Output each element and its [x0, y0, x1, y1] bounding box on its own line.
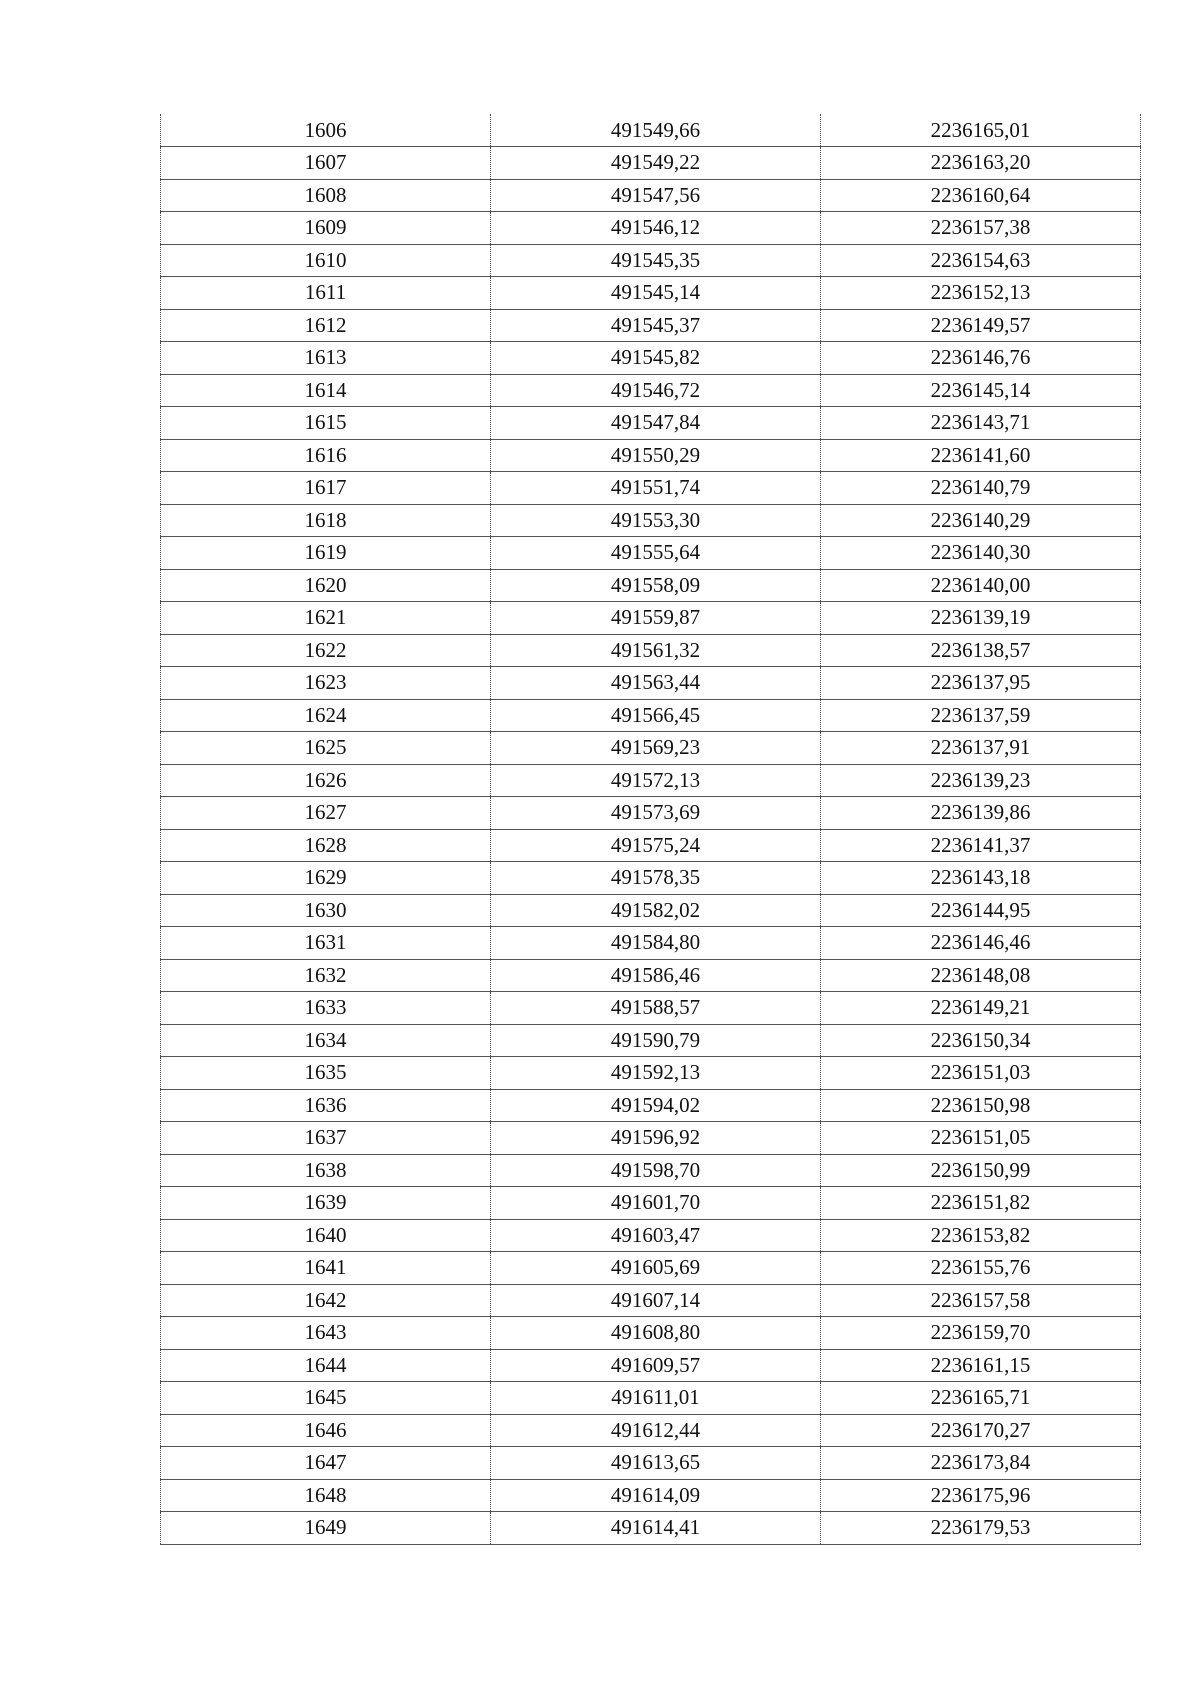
y-coordinate-cell: 2236155,76	[821, 1252, 1141, 1285]
point-number-cell: 1628	[161, 829, 491, 862]
x-coordinate-cell: 491547,84	[491, 407, 821, 440]
point-number-cell: 1629	[161, 862, 491, 895]
y-coordinate-cell: 2236137,91	[821, 732, 1141, 765]
point-number-cell: 1620	[161, 569, 491, 602]
x-coordinate-cell: 491612,44	[491, 1414, 821, 1447]
y-coordinate-cell: 2236157,58	[821, 1284, 1141, 1317]
x-coordinate-cell: 491553,30	[491, 504, 821, 537]
point-number-cell: 1641	[161, 1252, 491, 1285]
y-coordinate-cell: 2236152,13	[821, 277, 1141, 310]
point-number-cell: 1635	[161, 1057, 491, 1090]
point-number-cell: 1621	[161, 602, 491, 635]
point-number-cell: 1619	[161, 537, 491, 570]
y-coordinate-cell: 2236159,70	[821, 1317, 1141, 1350]
point-number-cell: 1615	[161, 407, 491, 440]
table-row	[161, 1317, 1141, 1350]
x-coordinate-cell: 491614,41	[491, 1512, 821, 1545]
table-row	[161, 439, 1141, 472]
y-coordinate-cell: 2236153,82	[821, 1219, 1141, 1252]
y-coordinate-cell: 2236161,15	[821, 1349, 1141, 1382]
y-coordinate-cell: 2236144,95	[821, 894, 1141, 927]
table-row	[161, 1349, 1141, 1382]
table-row	[161, 179, 1141, 212]
table-row	[161, 1252, 1141, 1285]
y-coordinate-cell: 2236150,99	[821, 1154, 1141, 1187]
table-row	[161, 244, 1141, 277]
table-row	[161, 147, 1141, 180]
y-coordinate-cell: 2236157,38	[821, 212, 1141, 245]
x-coordinate-cell: 491547,56	[491, 179, 821, 212]
x-coordinate-cell: 491572,13	[491, 764, 821, 797]
x-coordinate-cell: 491559,87	[491, 602, 821, 635]
point-number-cell: 1609	[161, 212, 491, 245]
y-coordinate-cell: 2236149,21	[821, 992, 1141, 1025]
table-row	[161, 407, 1141, 440]
x-coordinate-cell: 491569,23	[491, 732, 821, 765]
y-coordinate-cell: 2236160,64	[821, 179, 1141, 212]
y-coordinate-cell: 2236140,00	[821, 569, 1141, 602]
table-row	[161, 829, 1141, 862]
point-number-cell: 1643	[161, 1317, 491, 1350]
y-coordinate-cell: 2236150,98	[821, 1089, 1141, 1122]
y-coordinate-cell: 2236175,96	[821, 1479, 1141, 1512]
point-number-cell: 1644	[161, 1349, 491, 1382]
point-number-cell: 1649	[161, 1512, 491, 1545]
y-coordinate-cell: 2236150,34	[821, 1024, 1141, 1057]
point-number-cell: 1645	[161, 1382, 491, 1415]
y-coordinate-cell: 2236151,03	[821, 1057, 1141, 1090]
x-coordinate-cell: 491592,13	[491, 1057, 821, 1090]
point-number-cell: 1614	[161, 374, 491, 407]
y-coordinate-cell: 2236146,46	[821, 927, 1141, 960]
x-coordinate-cell: 491573,69	[491, 797, 821, 830]
point-number-cell: 1633	[161, 992, 491, 1025]
y-coordinate-cell: 2236143,71	[821, 407, 1141, 440]
x-coordinate-cell: 491563,44	[491, 667, 821, 700]
point-number-cell: 1634	[161, 1024, 491, 1057]
x-coordinate-cell: 491549,66	[491, 114, 821, 147]
y-coordinate-cell: 2236138,57	[821, 634, 1141, 667]
y-coordinate-cell: 2236143,18	[821, 862, 1141, 895]
x-coordinate-cell: 491545,37	[491, 309, 821, 342]
y-coordinate-cell: 2236163,20	[821, 147, 1141, 180]
table-row	[161, 114, 1141, 147]
point-number-cell: 1607	[161, 147, 491, 180]
x-coordinate-cell: 491586,46	[491, 959, 821, 992]
table-row	[161, 732, 1141, 765]
y-coordinate-cell: 2236141,60	[821, 439, 1141, 472]
x-coordinate-cell: 491609,57	[491, 1349, 821, 1382]
y-coordinate-cell: 2236170,27	[821, 1414, 1141, 1447]
table-row	[161, 472, 1141, 505]
table-row	[161, 1187, 1141, 1220]
x-coordinate-cell: 491549,22	[491, 147, 821, 180]
point-number-cell: 1617	[161, 472, 491, 505]
y-coordinate-cell: 2236151,82	[821, 1187, 1141, 1220]
point-number-cell: 1606	[161, 114, 491, 147]
table-row	[161, 1057, 1141, 1090]
point-number-cell: 1647	[161, 1447, 491, 1480]
x-coordinate-cell: 491584,80	[491, 927, 821, 960]
y-coordinate-cell: 2236141,37	[821, 829, 1141, 862]
point-number-cell: 1648	[161, 1479, 491, 1512]
table-row	[161, 1089, 1141, 1122]
x-coordinate-cell: 491555,64	[491, 537, 821, 570]
table-row	[161, 634, 1141, 667]
point-number-cell: 1632	[161, 959, 491, 992]
table-row	[161, 277, 1141, 310]
y-coordinate-cell: 2236139,86	[821, 797, 1141, 830]
point-number-cell: 1627	[161, 797, 491, 830]
x-coordinate-cell: 491551,74	[491, 472, 821, 505]
table-row	[161, 1024, 1141, 1057]
point-number-cell: 1640	[161, 1219, 491, 1252]
table-row	[161, 1447, 1141, 1480]
point-number-cell: 1646	[161, 1414, 491, 1447]
point-number-cell: 1618	[161, 504, 491, 537]
table-row	[161, 1479, 1141, 1512]
x-coordinate-cell: 491607,14	[491, 1284, 821, 1317]
point-number-cell: 1624	[161, 699, 491, 732]
y-coordinate-cell: 2236165,71	[821, 1382, 1141, 1415]
point-number-cell: 1622	[161, 634, 491, 667]
y-coordinate-cell: 2236137,95	[821, 667, 1141, 700]
x-coordinate-cell: 491611,01	[491, 1382, 821, 1415]
x-coordinate-cell: 491566,45	[491, 699, 821, 732]
table-row	[161, 1284, 1141, 1317]
x-coordinate-cell: 491594,02	[491, 1089, 821, 1122]
table-row	[161, 862, 1141, 895]
x-coordinate-cell: 491546,72	[491, 374, 821, 407]
y-coordinate-cell: 2236151,05	[821, 1122, 1141, 1155]
table-row	[161, 504, 1141, 537]
table-row	[161, 699, 1141, 732]
x-coordinate-cell: 491550,29	[491, 439, 821, 472]
x-coordinate-cell: 491582,02	[491, 894, 821, 927]
x-coordinate-cell: 491613,65	[491, 1447, 821, 1480]
table-row	[161, 212, 1141, 245]
x-coordinate-cell: 491546,12	[491, 212, 821, 245]
point-number-cell: 1631	[161, 927, 491, 960]
point-number-cell: 1630	[161, 894, 491, 927]
y-coordinate-cell: 2236146,76	[821, 342, 1141, 375]
y-coordinate-cell: 2236149,57	[821, 309, 1141, 342]
coordinates-table-body	[161, 114, 1141, 1544]
y-coordinate-cell: 2236140,30	[821, 537, 1141, 570]
y-coordinate-cell: 2236145,14	[821, 374, 1141, 407]
point-number-cell: 1626	[161, 764, 491, 797]
table-row	[161, 1122, 1141, 1155]
y-coordinate-cell: 2236140,29	[821, 504, 1141, 537]
point-number-cell: 1610	[161, 244, 491, 277]
x-coordinate-cell: 491598,70	[491, 1154, 821, 1187]
y-coordinate-cell: 2236137,59	[821, 699, 1141, 732]
y-coordinate-cell: 2236140,79	[821, 472, 1141, 505]
table-row	[161, 602, 1141, 635]
point-number-cell: 1639	[161, 1187, 491, 1220]
table-row	[161, 1382, 1141, 1415]
table-row	[161, 309, 1141, 342]
point-number-cell: 1616	[161, 439, 491, 472]
x-coordinate-cell: 491545,82	[491, 342, 821, 375]
point-number-cell: 1636	[161, 1089, 491, 1122]
y-coordinate-cell: 2236165,01	[821, 114, 1141, 147]
x-coordinate-cell: 491575,24	[491, 829, 821, 862]
x-coordinate-cell: 491605,69	[491, 1252, 821, 1285]
x-coordinate-cell: 491545,14	[491, 277, 821, 310]
table-row	[161, 1219, 1141, 1252]
x-coordinate-cell: 491590,79	[491, 1024, 821, 1057]
table-row	[161, 342, 1141, 375]
table-row	[161, 959, 1141, 992]
point-number-cell: 1623	[161, 667, 491, 700]
table-row	[161, 992, 1141, 1025]
point-number-cell: 1613	[161, 342, 491, 375]
table-row	[161, 537, 1141, 570]
x-coordinate-cell: 491601,70	[491, 1187, 821, 1220]
y-coordinate-cell: 2236148,08	[821, 959, 1141, 992]
point-number-cell: 1625	[161, 732, 491, 765]
table-row	[161, 569, 1141, 602]
table-row	[161, 797, 1141, 830]
point-number-cell: 1642	[161, 1284, 491, 1317]
x-coordinate-cell: 491545,35	[491, 244, 821, 277]
y-coordinate-cell: 2236173,84	[821, 1447, 1141, 1480]
y-coordinate-cell: 2236179,53	[821, 1512, 1141, 1545]
table-row	[161, 667, 1141, 700]
x-coordinate-cell: 491614,09	[491, 1479, 821, 1512]
x-coordinate-cell: 491603,47	[491, 1219, 821, 1252]
y-coordinate-cell: 2236139,19	[821, 602, 1141, 635]
table-row	[161, 1512, 1141, 1545]
table-row	[161, 927, 1141, 960]
point-number-cell: 1611	[161, 277, 491, 310]
point-number-cell: 1612	[161, 309, 491, 342]
y-coordinate-cell: 2236154,63	[821, 244, 1141, 277]
x-coordinate-cell: 491608,80	[491, 1317, 821, 1350]
y-coordinate-cell: 2236139,23	[821, 764, 1141, 797]
table-row	[161, 1154, 1141, 1187]
x-coordinate-cell: 491588,57	[491, 992, 821, 1025]
table-row	[161, 764, 1141, 797]
point-number-cell: 1608	[161, 179, 491, 212]
table-row	[161, 894, 1141, 927]
x-coordinate-cell: 491558,09	[491, 569, 821, 602]
table-row	[161, 374, 1141, 407]
coordinates-table	[160, 114, 1141, 1545]
x-coordinate-cell: 491596,92	[491, 1122, 821, 1155]
point-number-cell: 1638	[161, 1154, 491, 1187]
table-row	[161, 1414, 1141, 1447]
point-number-cell: 1637	[161, 1122, 491, 1155]
x-coordinate-cell: 491578,35	[491, 862, 821, 895]
x-coordinate-cell: 491561,32	[491, 634, 821, 667]
